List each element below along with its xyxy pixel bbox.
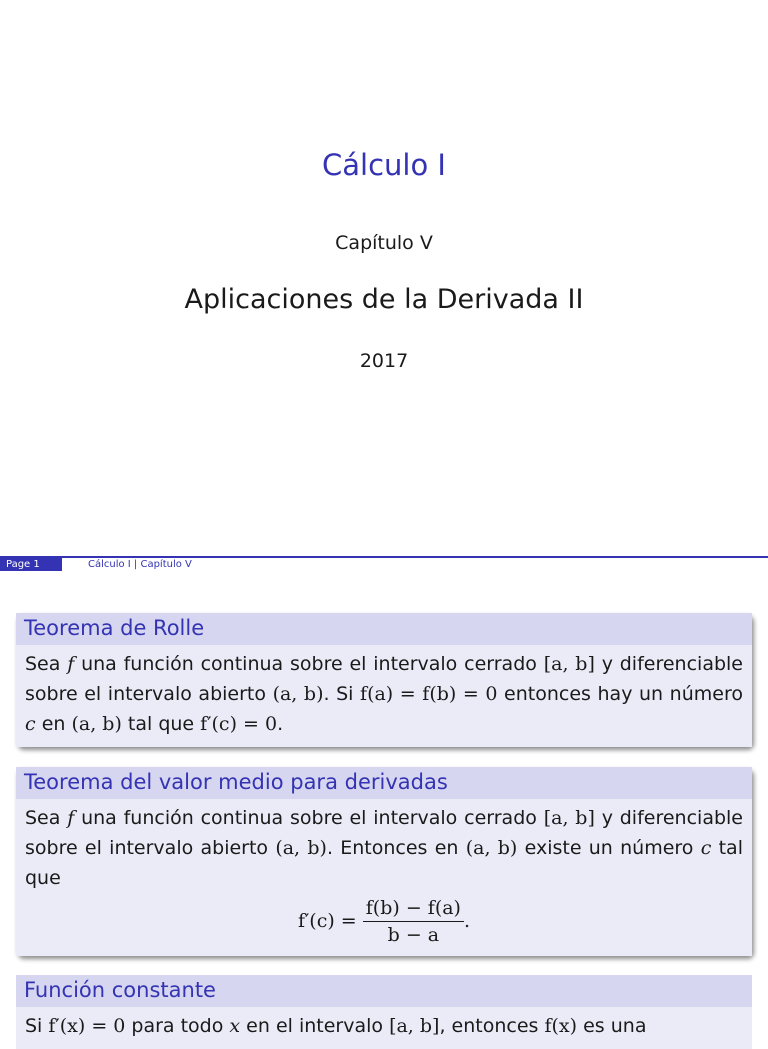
fraction-denominator: b − a bbox=[387, 924, 440, 946]
text: entonces hay un número bbox=[497, 683, 743, 705]
math: f bbox=[67, 807, 75, 829]
math: f′(c) = 0 bbox=[200, 713, 278, 735]
math: (a, b) bbox=[275, 837, 327, 859]
block-title: Función constante bbox=[16, 975, 752, 1007]
equation-period: . bbox=[463, 910, 471, 932]
text: existe un número bbox=[517, 837, 701, 859]
math: f(a) = f(b) = 0 bbox=[360, 683, 498, 705]
math: [a, b] bbox=[543, 653, 595, 675]
mean-value-equation bbox=[25, 893, 743, 948]
block-body bbox=[16, 645, 752, 747]
chapter-label: Capítulo V bbox=[335, 232, 433, 254]
math: c bbox=[25, 713, 36, 735]
fraction-numerator: f(b) − f(a) bbox=[363, 895, 464, 922]
slide-footer bbox=[0, 556, 768, 572]
mean-value-theorem-block bbox=[16, 767, 752, 956]
math: (a, b) bbox=[71, 713, 122, 735]
text: una función continua sobre el intervalo cerrado bbox=[74, 807, 544, 829]
text: . Entonces en bbox=[326, 837, 466, 859]
block-body bbox=[16, 799, 752, 956]
constant-function-block bbox=[16, 975, 752, 1037]
fraction bbox=[363, 895, 464, 948]
text: en bbox=[35, 713, 72, 735]
math: [a, b] bbox=[543, 807, 595, 829]
text: Sea bbox=[25, 807, 68, 829]
block-body bbox=[16, 1007, 752, 1049]
presentation-title: Cálculo I bbox=[322, 148, 446, 182]
text: tal que bbox=[121, 713, 201, 735]
year-label: 2017 bbox=[359, 350, 409, 372]
text: es una bbox=[577, 1015, 647, 1037]
text: Sea bbox=[25, 653, 68, 675]
text: una función continua sobre el intervalo cerrado bbox=[74, 653, 544, 675]
text: . Si bbox=[323, 683, 361, 705]
math: (a, b) bbox=[272, 683, 324, 705]
equation-lhs: f′(c) = bbox=[297, 910, 363, 932]
math: (a, b) bbox=[465, 837, 518, 859]
text: , entonces bbox=[439, 1015, 545, 1037]
footer-breadcrumb: Cálculo I | Capítulo V bbox=[88, 559, 192, 570]
math: f(x) bbox=[544, 1015, 578, 1037]
text: . bbox=[277, 713, 284, 735]
text: en el intervalo bbox=[240, 1015, 390, 1037]
block-title: Teorema de Rolle bbox=[16, 613, 752, 645]
math: f′(x) = 0 bbox=[48, 1015, 126, 1037]
math: f bbox=[67, 653, 75, 675]
math: c bbox=[700, 837, 712, 859]
block-title: Teorema del valor medio para derivadas bbox=[16, 767, 752, 799]
math: [a, b] bbox=[389, 1015, 440, 1037]
page-number: Page 1 bbox=[0, 558, 62, 571]
text: para todo bbox=[125, 1015, 230, 1037]
text: Si bbox=[25, 1015, 49, 1037]
text: y diferenciable sobre el intervalo abierto bbox=[25, 653, 743, 705]
lecture-title: Aplicaciones de la Derivada II bbox=[184, 284, 584, 315]
math: x bbox=[229, 1015, 241, 1037]
rolle-theorem-block bbox=[16, 613, 752, 747]
text: y diferenciable sobre el intervalo abierto bbox=[25, 807, 743, 859]
text: tal que bbox=[25, 837, 743, 889]
